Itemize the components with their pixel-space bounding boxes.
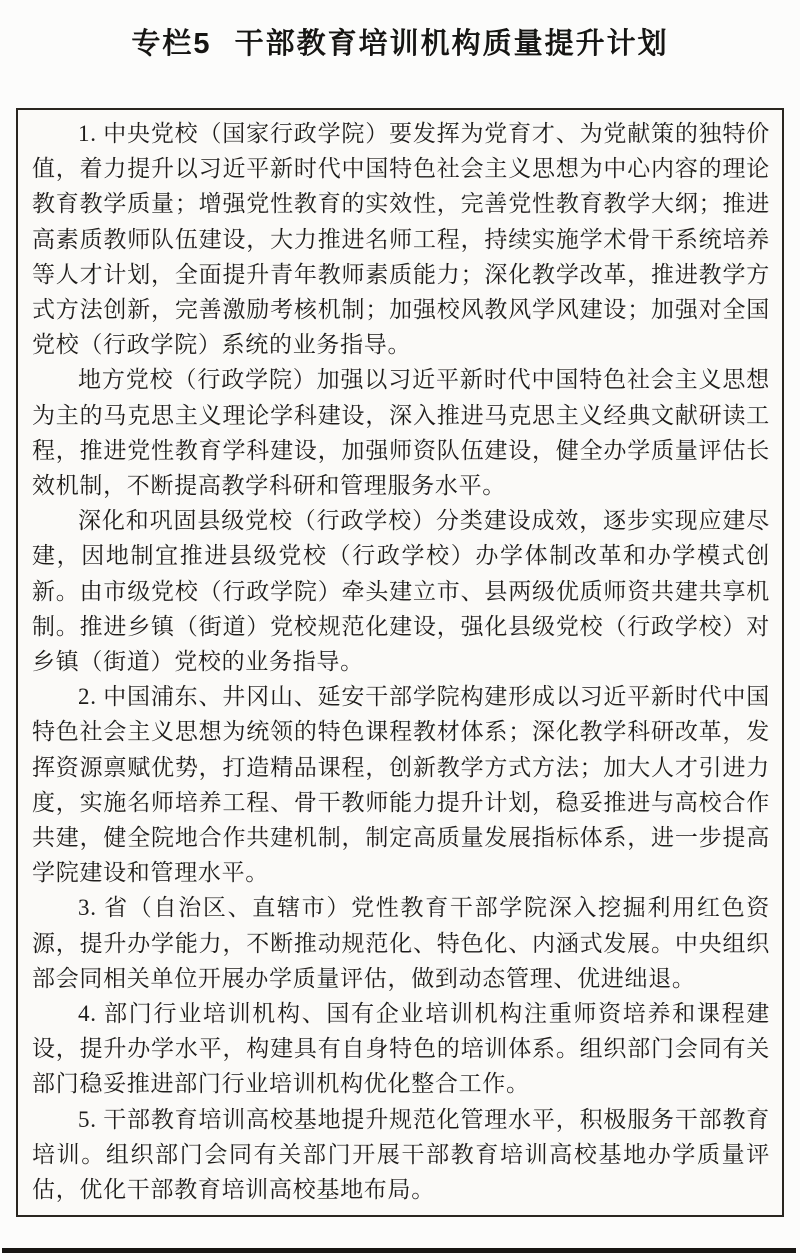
- box-paragraph-4: 2. 中国浦东、井冈山、延安干部学院构建形成以习近平新时代中国特色社会主义思想为统领的特色课程教材体系；深化教学科研改革，发挥资源禀赋优势，打造精品课程，创新教学方式方法；加大人才引进力度，实施名师培养工程、骨干教师能力提升计划，稳妥推进与高校合作共建，健全院地合作共建机制，制定高质量发展指标体系，进一步提高学院建设和管理水平。: [32, 684, 770, 886]
- column-label: 专栏5: [131, 28, 212, 60]
- box-paragraph-3: 深化和巩固县级党校（行政学校）分类建设成效，逐步实现应建尽建，因地制宜推进县级党校（行政学校）办学体制改革和办学模式创新。由市级党校（行政学院）牵头建立市、县两级优质师资共建共享机制。推进乡镇（街道）党校规范化建设，强化县级党校（行政学校）对乡镇（街道）党校的业务指导。: [32, 508, 770, 675]
- box-paragraph-6: 4. 部门行业培训机构、国有企业培训机构注重师资培养和课程建设，提升办学水平，构建具有自身特色的培训体系。组织部门会同有关部门稳妥推进部门行业培训机构优化整合工作。: [32, 1001, 770, 1097]
- column-title-text: 干部教育培训机构质量提升计划: [234, 28, 669, 60]
- box-paragraph-1: 1. 中央党校（国家行政学院）要发挥为党育才、为党献策的独特价值，着力提升以习近平新时代中国特色社会主义思想为中心内容的理论教育教学质量；增强党性教育的实效性，完善党性教育教学大纲；推进高素质教师队伍建设，大力推进名师工程，持续实施学术骨干系统培养等人才计划，全面提升青年教师素质能力；深化教学改革，推进教学方式方法创新，完善激励考核机制；加强校风教风学风建设；加强对全国党校（行政学院）系统的业务指导。: [32, 121, 770, 358]
- page-title: [0, 26, 800, 62]
- document-page: [0, 26, 800, 1217]
- box-paragraph-5: 3. 省（自治区、直辖市）党性教育干部学院深入挖掘利用红色资源，提升办学能力，不断推动规范化、特色化、内涵式发展。中央组织部会同相关单位开展办学质量评估，做到动态管理、优进绌退。: [32, 895, 770, 991]
- box-paragraph-7: 5. 干部教育培训高校基地提升规范化管理水平，积极服务干部教育培训。组织部门会同有关部门开展干部教育培训高校基地办学质量评估，优化干部教育培训高校基地布局。: [32, 1106, 770, 1203]
- page-bottom-rule: [2, 1248, 796, 1253]
- box-paragraph-2: 地方党校（行政学院）加强以习近平新时代中国特色社会主义思想为主的马克思主义理论学科建设，深入推进马克思主义经典文献研读工程，推进党性教育学科建设，加强师资队伍建设，健全办学质量评估长效机制，不断提高教学科研和管理服务水平。: [32, 367, 770, 499]
- content-box: [16, 108, 784, 1217]
